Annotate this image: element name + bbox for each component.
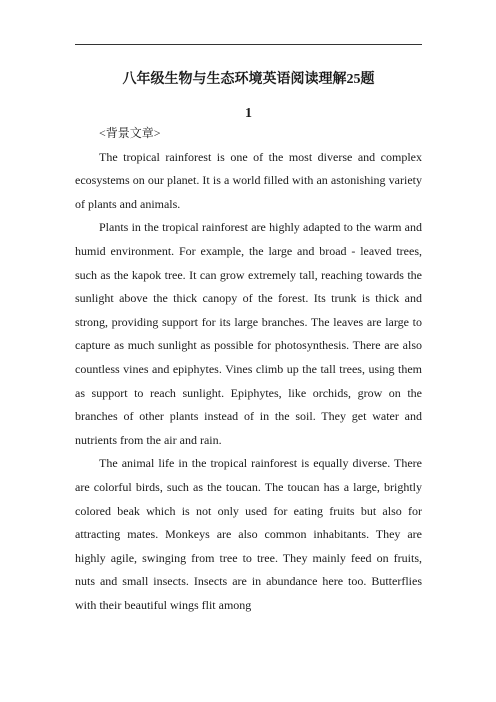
paragraph-1: The tropical rainforest is one of the most diverse and complex ecosystems on our planet. It is a world filled with an astonishing variety of plants and animals. — [75, 149, 422, 211]
header-rule — [75, 44, 422, 45]
paragraph-2: Plants in the tropical rainforest are highly adapted to the warm and humid environment. For example, the large and broad - leaved trees, such as the kapok tree. It can grow extremely tall, reaching towards the sunlight above the thick canopy of the forest. Its trunk is thick and strong, providing support for its large branches. The leaves are large to capture as much sunlight as possible for photosynthesis. There are also countless vines and epiphytes. Vines climb up the tall trees, using them as support to reach sunlight. Epiphytes, like orchids, grow on the branches of other plants instead of in the soil. They get water and nutrients from the air and rain. — [75, 220, 422, 447]
passage-label: <背景文章> — [99, 126, 161, 140]
section-number: 1 — [245, 106, 252, 121]
document-title: 八年级生物与生态环境英语阅读理解25题 — [122, 72, 375, 87]
paragraph-3: The animal life in the tropical rainforest is equally diverse. There are colorful birds, such as the toucan. The toucan has a large, brightly colored beak which is not only used for eating fruits but also for attracting mates. Monkeys are also common inhabitants. They are highly agile, swinging from tree to tree. They mainly feed on fruits, nuts and small insects. Insects are in abundance here too. Butterflies with their beautiful wings flit among — [75, 456, 422, 612]
passage-body — [75, 122, 422, 617]
